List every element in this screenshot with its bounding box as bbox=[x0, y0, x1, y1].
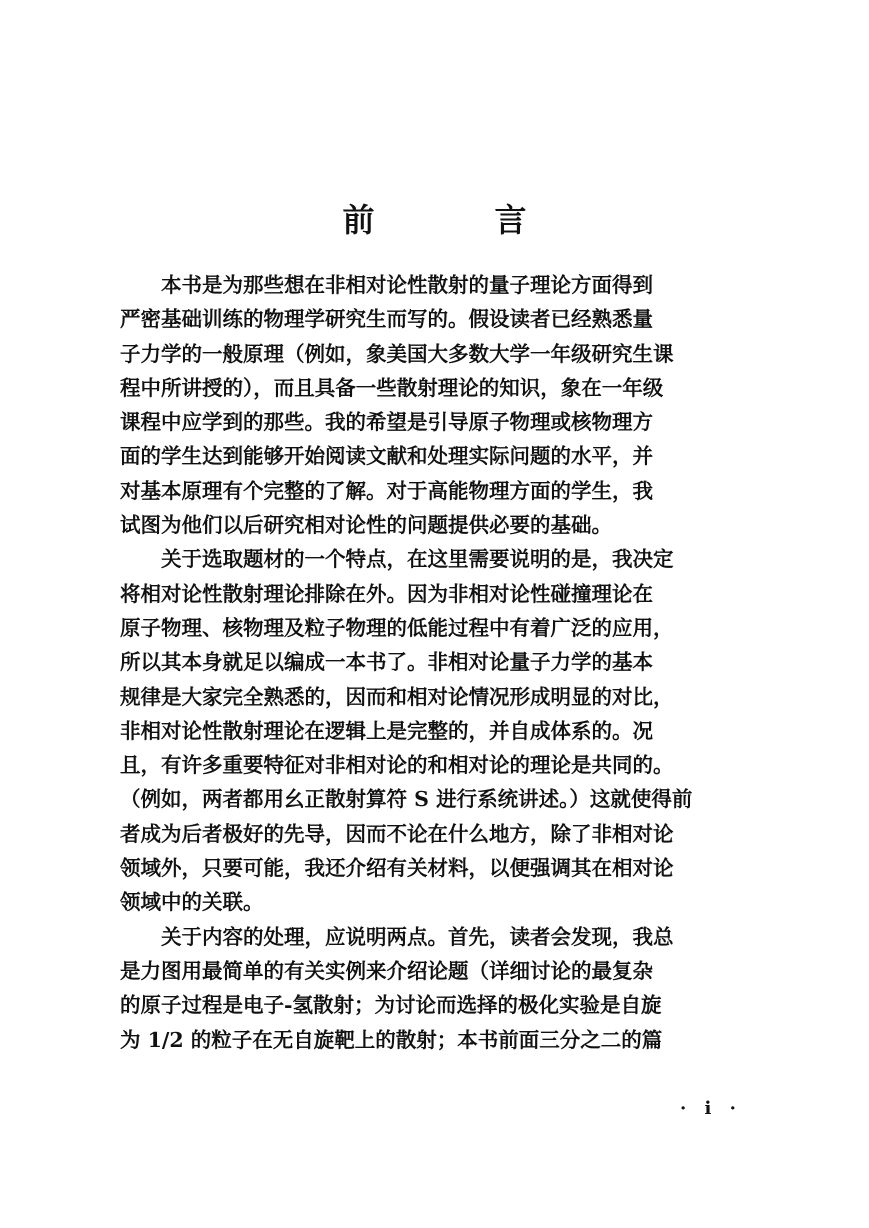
page-number: · i · bbox=[680, 1098, 742, 1119]
text-line: 且，有许多重要特征对非相对论的和相对论的理论是共同的。 bbox=[120, 753, 674, 778]
title-char-1: 前 bbox=[342, 201, 375, 239]
paragraph-2 bbox=[120, 542, 780, 919]
text-line: 者成为后者极好的先导，因而不论在什么地方，除了非相对论 bbox=[120, 821, 674, 846]
preface-body bbox=[120, 268, 780, 1057]
text-line: 非相对论性散射理论在逻辑上是完整的，并自成体系的。况 bbox=[120, 718, 653, 743]
text-line: 严密基础训练的物理学研究生而写的。假设读者已经熟悉量 bbox=[120, 307, 653, 332]
title-char-2: 言 bbox=[494, 201, 527, 239]
text-line: 关于内容的处理，应说明两点。首先，读者会发现，我总 bbox=[161, 924, 674, 949]
text-line: 是力图用最简单的有关实例来介绍论题（详细讨论的最复杂 bbox=[120, 958, 653, 983]
text-line: 子力学的一般原理（例如，象美国大多数大学一年级研究生课 bbox=[120, 341, 674, 366]
page-title bbox=[0, 195, 869, 241]
text-line: 面的学生达到能够开始阅读文献和处理实际问题的水平，并 bbox=[120, 444, 653, 469]
text-line: 所以其本身就足以编成一本书了。非相对论量子力学的基本 bbox=[120, 650, 653, 675]
text-line: 关于选取题材的一个特点，在这里需要说明的是，我决定 bbox=[161, 547, 674, 572]
text-line: 课程中应学到的那些。我的希望是引导原子物理或核物理方 bbox=[120, 410, 653, 435]
text-line: 对基本原理有个完整的了解。对于高能物理方面的学生，我 bbox=[120, 478, 653, 503]
text-line: 为 1/2 的粒子在无自旋靶上的散射；本书前面三分之二的篇 bbox=[120, 1027, 663, 1052]
text-line: 将相对论性散射理论排除在外。因为非相对论性碰撞理论在 bbox=[120, 581, 653, 606]
paragraph-1 bbox=[120, 268, 780, 542]
text-line: 的原子过程是电子-氢散射；为讨论而选择的极化实验是自旋 bbox=[120, 993, 662, 1018]
text-line: （例如，两者都用幺正散射算符 S 进行系统讲述。）这就使得前 bbox=[120, 787, 693, 812]
text-line: 原子物理、核物理及粒子物理的低能过程中有着广泛的应用， bbox=[120, 615, 674, 640]
text-line: 本书是为那些想在非相对论性散射的量子理论方面得到 bbox=[161, 273, 653, 297]
text-line: 程中所讲授的），而且具备一些散射理论的知识，象在一年级 bbox=[120, 375, 664, 400]
paragraph-3 bbox=[120, 920, 780, 1057]
text-line: 领域外，只要可能，我还介绍有关材料，以便强调其在相对论 bbox=[120, 856, 674, 881]
text-line: 领域中的关联。 bbox=[120, 890, 264, 915]
text-line: 规律是大家完全熟悉的，因而和相对论情况形成明显的对比， bbox=[120, 684, 674, 709]
text-line: 试图为他们以后研究相对论性的问题提供必要的基础。 bbox=[120, 513, 612, 538]
